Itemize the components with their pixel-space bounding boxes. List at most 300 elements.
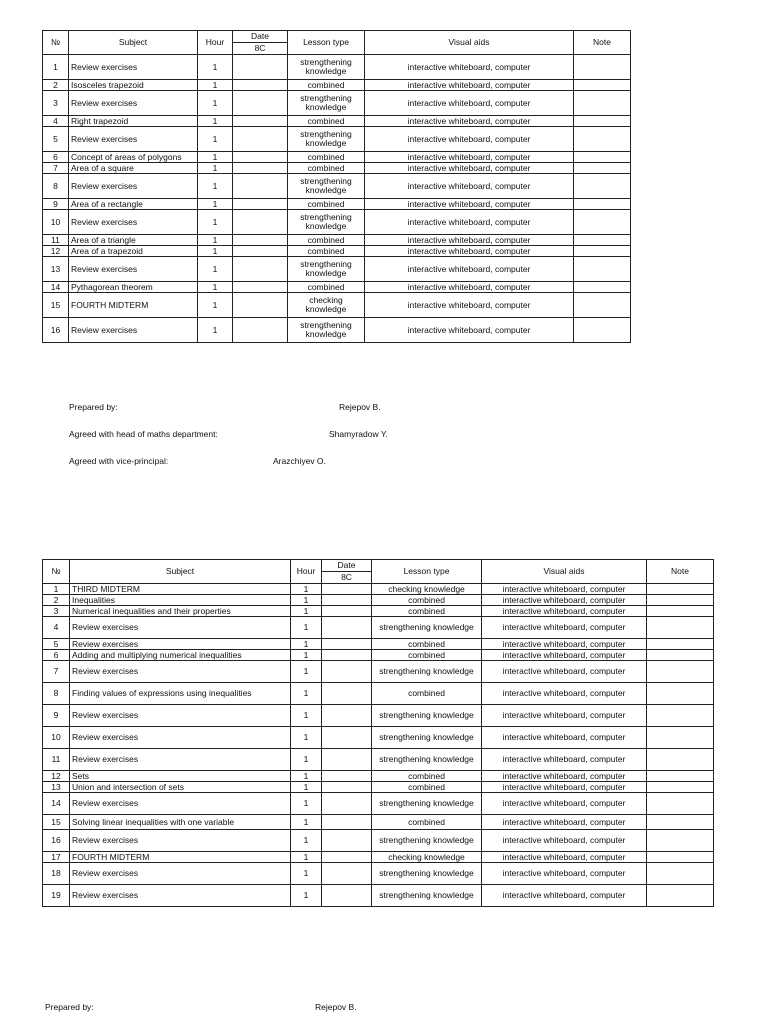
header-class: 8C bbox=[233, 43, 288, 55]
row-lesson-type: combined bbox=[372, 815, 482, 830]
table-row bbox=[43, 80, 631, 91]
row-hour: 1 bbox=[291, 793, 322, 815]
header-lesson-type: Lesson type bbox=[288, 31, 365, 55]
row-visual-aids: interactive whiteboard, computer bbox=[365, 163, 574, 174]
row-subject: Right trapezoid bbox=[69, 116, 198, 127]
lesson-plan-table-1 bbox=[42, 30, 631, 343]
row-lesson-type: strengthening knowledge bbox=[372, 830, 482, 852]
row-lesson-type: combined bbox=[288, 80, 365, 91]
row-subject: Review exercises bbox=[70, 830, 291, 852]
row-date bbox=[322, 782, 372, 793]
table-row bbox=[43, 199, 631, 210]
row-visual-aids: interactive whiteboard, computer bbox=[482, 830, 647, 852]
row-subject: Review exercises bbox=[70, 661, 291, 683]
row-hour: 1 bbox=[198, 116, 233, 127]
row-lesson-type: strengthening knowledge bbox=[372, 617, 482, 639]
row-lesson-type: strengthening knowledge bbox=[372, 661, 482, 683]
row-number: 14 bbox=[43, 282, 69, 293]
row-number: 3 bbox=[43, 606, 70, 617]
row-note bbox=[647, 815, 714, 830]
row-hour: 1 bbox=[198, 257, 233, 282]
row-hour: 1 bbox=[198, 91, 233, 116]
row-number: 1 bbox=[43, 584, 70, 595]
row-lesson-type: combined bbox=[372, 606, 482, 617]
row-date bbox=[322, 749, 372, 771]
header-date: Date bbox=[233, 31, 288, 43]
row-visual-aids: interactive whiteboard, computer bbox=[482, 852, 647, 863]
lesson-plan-table-2 bbox=[42, 559, 714, 907]
header-note: Note bbox=[647, 560, 714, 584]
row-date bbox=[322, 584, 372, 595]
row-visual-aids: interactive whiteboard, computer bbox=[365, 127, 574, 152]
row-subject: Adding and multiplying numerical inequalities bbox=[70, 650, 291, 661]
table-row bbox=[43, 606, 714, 617]
row-note bbox=[574, 127, 631, 152]
row-subject: FOURTH MIDTERM bbox=[69, 293, 198, 318]
row-hour: 1 bbox=[291, 852, 322, 863]
row-date bbox=[233, 318, 288, 343]
row-lesson-type: strengthening knowledge bbox=[288, 257, 365, 282]
row-visual-aids: interactive whiteboard, computer bbox=[482, 606, 647, 617]
header-class: 8C bbox=[322, 572, 372, 584]
row-note bbox=[647, 606, 714, 617]
row-visual-aids: interactive whiteboard, computer bbox=[482, 863, 647, 885]
row-subject: Review exercises bbox=[70, 617, 291, 639]
row-visual-aids: interactive whiteboard, computer bbox=[482, 749, 647, 771]
table-row bbox=[43, 727, 714, 749]
row-note bbox=[647, 852, 714, 863]
table-row bbox=[43, 584, 714, 595]
row-hour: 1 bbox=[198, 80, 233, 91]
row-note bbox=[647, 749, 714, 771]
row-number: 2 bbox=[43, 80, 69, 91]
row-hour: 1 bbox=[198, 199, 233, 210]
row-visual-aids: interactive whiteboard, computer bbox=[365, 257, 574, 282]
row-subject: Review exercises bbox=[70, 727, 291, 749]
row-number: 11 bbox=[43, 749, 70, 771]
row-subject: Pythagorean theorem bbox=[69, 282, 198, 293]
table-row bbox=[43, 661, 714, 683]
row-number: 5 bbox=[43, 127, 69, 152]
row-subject: Isosceles trapezoid bbox=[69, 80, 198, 91]
table-1-body bbox=[43, 55, 631, 343]
row-date bbox=[233, 116, 288, 127]
table-row bbox=[43, 705, 714, 727]
row-number: 17 bbox=[43, 852, 70, 863]
row-note bbox=[647, 617, 714, 639]
row-date bbox=[322, 885, 372, 907]
row-lesson-type: strengthening knowledge bbox=[372, 705, 482, 727]
row-lesson-type: checking knowledge bbox=[372, 584, 482, 595]
table-row bbox=[43, 91, 631, 116]
table-row bbox=[43, 683, 714, 705]
row-lesson-type: strengthening knowledge bbox=[288, 318, 365, 343]
row-number: 7 bbox=[43, 661, 70, 683]
row-visual-aids: interactive whiteboard, computer bbox=[482, 727, 647, 749]
row-lesson-type: combined bbox=[372, 650, 482, 661]
row-subject: Review exercises bbox=[70, 885, 291, 907]
row-lesson-type: strengthening knowledge bbox=[372, 793, 482, 815]
row-date bbox=[322, 830, 372, 852]
row-note bbox=[647, 782, 714, 793]
row-note bbox=[574, 174, 631, 199]
row-number: 12 bbox=[43, 246, 69, 257]
table-2-body bbox=[43, 584, 714, 907]
row-number: 10 bbox=[43, 727, 70, 749]
header-hour: Hour bbox=[198, 31, 233, 55]
header-no: № bbox=[43, 560, 70, 584]
header-lesson-type: Lesson type bbox=[372, 560, 482, 584]
row-visual-aids: interactive whiteboard, computer bbox=[365, 116, 574, 127]
table-row bbox=[43, 793, 714, 815]
row-visual-aids: interactive whiteboard, computer bbox=[365, 282, 574, 293]
row-number: 4 bbox=[43, 617, 70, 639]
row-number: 6 bbox=[43, 650, 70, 661]
row-number: 9 bbox=[43, 705, 70, 727]
row-hour: 1 bbox=[198, 163, 233, 174]
row-visual-aids: interactive whiteboard, computer bbox=[365, 91, 574, 116]
table-row bbox=[43, 617, 714, 639]
header-subject: Subject bbox=[69, 31, 198, 55]
row-visual-aids: interactive whiteboard, computer bbox=[365, 55, 574, 80]
row-note bbox=[574, 163, 631, 174]
row-hour: 1 bbox=[291, 595, 322, 606]
row-visual-aids: interactive whiteboard, computer bbox=[365, 293, 574, 318]
row-note bbox=[647, 771, 714, 782]
row-number: 8 bbox=[43, 174, 69, 199]
row-hour: 1 bbox=[198, 235, 233, 246]
row-number: 7 bbox=[43, 163, 69, 174]
table-row bbox=[43, 152, 631, 163]
row-visual-aids: interactive whiteboard, computer bbox=[482, 617, 647, 639]
row-date bbox=[322, 815, 372, 830]
row-subject: Review exercises bbox=[70, 749, 291, 771]
row-date bbox=[322, 863, 372, 885]
table-row bbox=[43, 863, 714, 885]
row-date bbox=[322, 595, 372, 606]
row-note bbox=[647, 584, 714, 595]
table-row bbox=[43, 116, 631, 127]
table-row bbox=[43, 852, 714, 863]
vice-agreement-label: Agreed with vice-principal: bbox=[69, 456, 169, 466]
row-hour: 1 bbox=[198, 318, 233, 343]
row-note bbox=[574, 80, 631, 91]
row-subject: Area of a square bbox=[69, 163, 198, 174]
row-number: 19 bbox=[43, 885, 70, 907]
row-number: 4 bbox=[43, 116, 69, 127]
row-subject: Review exercises bbox=[69, 127, 198, 152]
table-row bbox=[43, 318, 631, 343]
table-row bbox=[43, 293, 631, 318]
row-lesson-type: strengthening knowledge bbox=[288, 210, 365, 235]
row-note bbox=[574, 235, 631, 246]
table-row bbox=[43, 174, 631, 199]
prepared-by-label: Prepared by: bbox=[45, 1002, 94, 1012]
header-subject: Subject bbox=[70, 560, 291, 584]
prepared-by-label: Prepared by: bbox=[69, 402, 118, 412]
table-row bbox=[43, 639, 714, 650]
row-hour: 1 bbox=[291, 863, 322, 885]
row-number: 16 bbox=[43, 830, 70, 852]
row-subject: Review exercises bbox=[70, 705, 291, 727]
row-hour: 1 bbox=[291, 617, 322, 639]
row-date bbox=[322, 639, 372, 650]
row-subject: Review exercises bbox=[69, 210, 198, 235]
row-hour: 1 bbox=[291, 606, 322, 617]
row-subject: Numerical inequalities and their properties bbox=[70, 606, 291, 617]
row-hour: 1 bbox=[198, 127, 233, 152]
row-visual-aids: interactive whiteboard, computer bbox=[482, 815, 647, 830]
row-date bbox=[322, 705, 372, 727]
table-row bbox=[43, 235, 631, 246]
row-note bbox=[574, 116, 631, 127]
row-subject: Area of a triangle bbox=[69, 235, 198, 246]
row-lesson-type: combined bbox=[288, 116, 365, 127]
vice-agreement-name: Arazchiyev O. bbox=[273, 456, 326, 466]
row-subject: Area of a rectangle bbox=[69, 199, 198, 210]
row-note bbox=[647, 830, 714, 852]
row-date bbox=[233, 257, 288, 282]
row-subject: THIRD MIDTERM bbox=[70, 584, 291, 595]
row-lesson-type: combined bbox=[288, 235, 365, 246]
row-hour: 1 bbox=[291, 885, 322, 907]
row-note bbox=[574, 257, 631, 282]
header-hour: Hour bbox=[291, 560, 322, 584]
row-number: 2 bbox=[43, 595, 70, 606]
row-note bbox=[574, 246, 631, 257]
row-lesson-type: combined bbox=[288, 282, 365, 293]
row-date bbox=[233, 80, 288, 91]
row-note bbox=[574, 152, 631, 163]
row-subject: Review exercises bbox=[69, 257, 198, 282]
row-date bbox=[233, 282, 288, 293]
row-subject: Review exercises bbox=[69, 174, 198, 199]
table-row bbox=[43, 885, 714, 907]
header-visual-aids: Visual aids bbox=[482, 560, 647, 584]
row-date bbox=[233, 91, 288, 116]
header-no: № bbox=[43, 31, 69, 55]
table-row bbox=[43, 749, 714, 771]
row-number: 13 bbox=[43, 782, 70, 793]
row-lesson-type: strengthening knowledge bbox=[288, 174, 365, 199]
row-visual-aids: interactive whiteboard, computer bbox=[365, 246, 574, 257]
row-date bbox=[322, 683, 372, 705]
row-subject: Sets bbox=[70, 771, 291, 782]
table-row bbox=[43, 282, 631, 293]
row-number: 15 bbox=[43, 293, 69, 318]
row-visual-aids: interactive whiteboard, computer bbox=[482, 885, 647, 907]
row-note bbox=[647, 885, 714, 907]
row-visual-aids: interactive whiteboard, computer bbox=[365, 318, 574, 343]
row-hour: 1 bbox=[198, 174, 233, 199]
table-row bbox=[43, 257, 631, 282]
row-lesson-type: combined bbox=[288, 163, 365, 174]
row-subject: Area of a trapezoid bbox=[69, 246, 198, 257]
row-hour: 1 bbox=[291, 727, 322, 749]
row-visual-aids: interactive whiteboard, computer bbox=[365, 235, 574, 246]
row-note bbox=[647, 683, 714, 705]
row-subject: Review exercises bbox=[69, 55, 198, 80]
row-lesson-type: checking knowledge bbox=[372, 852, 482, 863]
row-subject: Review exercises bbox=[69, 91, 198, 116]
row-lesson-type: strengthening knowledge bbox=[372, 885, 482, 907]
row-date bbox=[233, 127, 288, 152]
row-hour: 1 bbox=[291, 639, 322, 650]
row-note bbox=[647, 727, 714, 749]
row-note bbox=[574, 210, 631, 235]
row-hour: 1 bbox=[291, 683, 322, 705]
table-row bbox=[43, 782, 714, 793]
row-note bbox=[647, 661, 714, 683]
row-date bbox=[322, 727, 372, 749]
row-visual-aids: interactive whiteboard, computer bbox=[365, 80, 574, 91]
row-visual-aids: interactive whiteboard, computer bbox=[482, 584, 647, 595]
prepared-by-name: Rejepov B. bbox=[315, 1002, 357, 1012]
row-note bbox=[647, 793, 714, 815]
row-lesson-type: strengthening knowledge bbox=[288, 91, 365, 116]
row-number: 11 bbox=[43, 235, 69, 246]
row-subject: Concept of areas of polygons bbox=[69, 152, 198, 163]
row-hour: 1 bbox=[291, 815, 322, 830]
row-date bbox=[322, 617, 372, 639]
row-lesson-type: combined bbox=[372, 595, 482, 606]
row-visual-aids: interactive whiteboard, computer bbox=[482, 650, 647, 661]
row-visual-aids: interactive whiteboard, computer bbox=[365, 199, 574, 210]
row-date bbox=[233, 210, 288, 235]
row-number: 16 bbox=[43, 318, 69, 343]
row-hour: 1 bbox=[291, 771, 322, 782]
row-date bbox=[233, 152, 288, 163]
row-lesson-type: strengthening knowledge bbox=[372, 727, 482, 749]
row-lesson-type: strengthening knowledge bbox=[372, 863, 482, 885]
table-row bbox=[43, 830, 714, 852]
row-date bbox=[233, 235, 288, 246]
row-subject: Solving linear inequalities with one variable bbox=[70, 815, 291, 830]
row-hour: 1 bbox=[291, 782, 322, 793]
row-subject: Inequalities bbox=[70, 595, 291, 606]
row-date bbox=[322, 793, 372, 815]
row-visual-aids: interactive whiteboard, computer bbox=[482, 595, 647, 606]
row-subject: Review exercises bbox=[69, 318, 198, 343]
row-date bbox=[233, 199, 288, 210]
row-subject: Review exercises bbox=[70, 863, 291, 885]
row-number: 9 bbox=[43, 199, 69, 210]
row-number: 8 bbox=[43, 683, 70, 705]
row-lesson-type: strengthening knowledge bbox=[288, 127, 365, 152]
row-visual-aids: interactive whiteboard, computer bbox=[482, 782, 647, 793]
table-row bbox=[43, 771, 714, 782]
row-date bbox=[322, 771, 372, 782]
row-visual-aids: interactive whiteboard, computer bbox=[365, 152, 574, 163]
header-date: Date bbox=[322, 560, 372, 572]
row-lesson-type: checking knowledge bbox=[288, 293, 365, 318]
row-hour: 1 bbox=[198, 246, 233, 257]
header-note: Note bbox=[574, 31, 631, 55]
row-note bbox=[647, 863, 714, 885]
row-note bbox=[574, 318, 631, 343]
row-subject: Finding values of expressions using inequalities bbox=[70, 683, 291, 705]
row-note bbox=[574, 282, 631, 293]
row-hour: 1 bbox=[291, 650, 322, 661]
row-hour: 1 bbox=[198, 282, 233, 293]
row-date bbox=[233, 55, 288, 80]
row-number: 13 bbox=[43, 257, 69, 282]
table-row bbox=[43, 55, 631, 80]
table-row bbox=[43, 815, 714, 830]
table-row bbox=[43, 650, 714, 661]
row-note bbox=[647, 705, 714, 727]
head-agreement-name: Shamyradow Y. bbox=[329, 429, 388, 439]
row-visual-aids: interactive whiteboard, computer bbox=[482, 661, 647, 683]
row-lesson-type: strengthening knowledge bbox=[372, 749, 482, 771]
row-hour: 1 bbox=[198, 210, 233, 235]
table-row bbox=[43, 127, 631, 152]
row-hour: 1 bbox=[291, 705, 322, 727]
table-row bbox=[43, 210, 631, 235]
row-date bbox=[322, 650, 372, 661]
row-hour: 1 bbox=[291, 749, 322, 771]
row-lesson-type: combined bbox=[372, 639, 482, 650]
row-note bbox=[647, 595, 714, 606]
row-date bbox=[233, 174, 288, 199]
row-note bbox=[574, 91, 631, 116]
head-agreement-label: Agreed with head of maths department: bbox=[69, 429, 218, 439]
row-number: 6 bbox=[43, 152, 69, 163]
row-subject: Review exercises bbox=[70, 639, 291, 650]
row-number: 10 bbox=[43, 210, 69, 235]
row-number: 12 bbox=[43, 771, 70, 782]
row-subject: Review exercises bbox=[70, 793, 291, 815]
row-visual-aids: interactive whiteboard, computer bbox=[482, 639, 647, 650]
row-visual-aids: interactive whiteboard, computer bbox=[365, 174, 574, 199]
row-number: 15 bbox=[43, 815, 70, 830]
table-row bbox=[43, 246, 631, 257]
row-note bbox=[574, 293, 631, 318]
row-visual-aids: interactive whiteboard, computer bbox=[365, 210, 574, 235]
header-visual-aids: Visual aids bbox=[365, 31, 574, 55]
row-lesson-type: combined bbox=[372, 683, 482, 705]
row-hour: 1 bbox=[291, 830, 322, 852]
row-date bbox=[322, 606, 372, 617]
table-row bbox=[43, 595, 714, 606]
row-lesson-type: combined bbox=[288, 152, 365, 163]
row-hour: 1 bbox=[291, 584, 322, 595]
row-hour: 1 bbox=[198, 293, 233, 318]
row-hour: 1 bbox=[198, 55, 233, 80]
row-number: 1 bbox=[43, 55, 69, 80]
row-note bbox=[574, 55, 631, 80]
row-date bbox=[322, 852, 372, 863]
row-lesson-type: combined bbox=[372, 782, 482, 793]
row-date bbox=[233, 163, 288, 174]
row-lesson-type: combined bbox=[372, 771, 482, 782]
row-note bbox=[574, 199, 631, 210]
row-note bbox=[647, 639, 714, 650]
row-subject: FOURTH MIDTERM bbox=[70, 852, 291, 863]
row-visual-aids: interactive whiteboard, computer bbox=[482, 793, 647, 815]
prepared-by-name: Rejepov B. bbox=[339, 402, 381, 412]
row-number: 18 bbox=[43, 863, 70, 885]
row-number: 5 bbox=[43, 639, 70, 650]
row-hour: 1 bbox=[291, 661, 322, 683]
row-subject: Union and intersection of sets bbox=[70, 782, 291, 793]
row-visual-aids: interactive whiteboard, computer bbox=[482, 683, 647, 705]
row-hour: 1 bbox=[198, 152, 233, 163]
row-number: 3 bbox=[43, 91, 69, 116]
row-date bbox=[322, 661, 372, 683]
table-row bbox=[43, 163, 631, 174]
row-visual-aids: interactive whiteboard, computer bbox=[482, 705, 647, 727]
